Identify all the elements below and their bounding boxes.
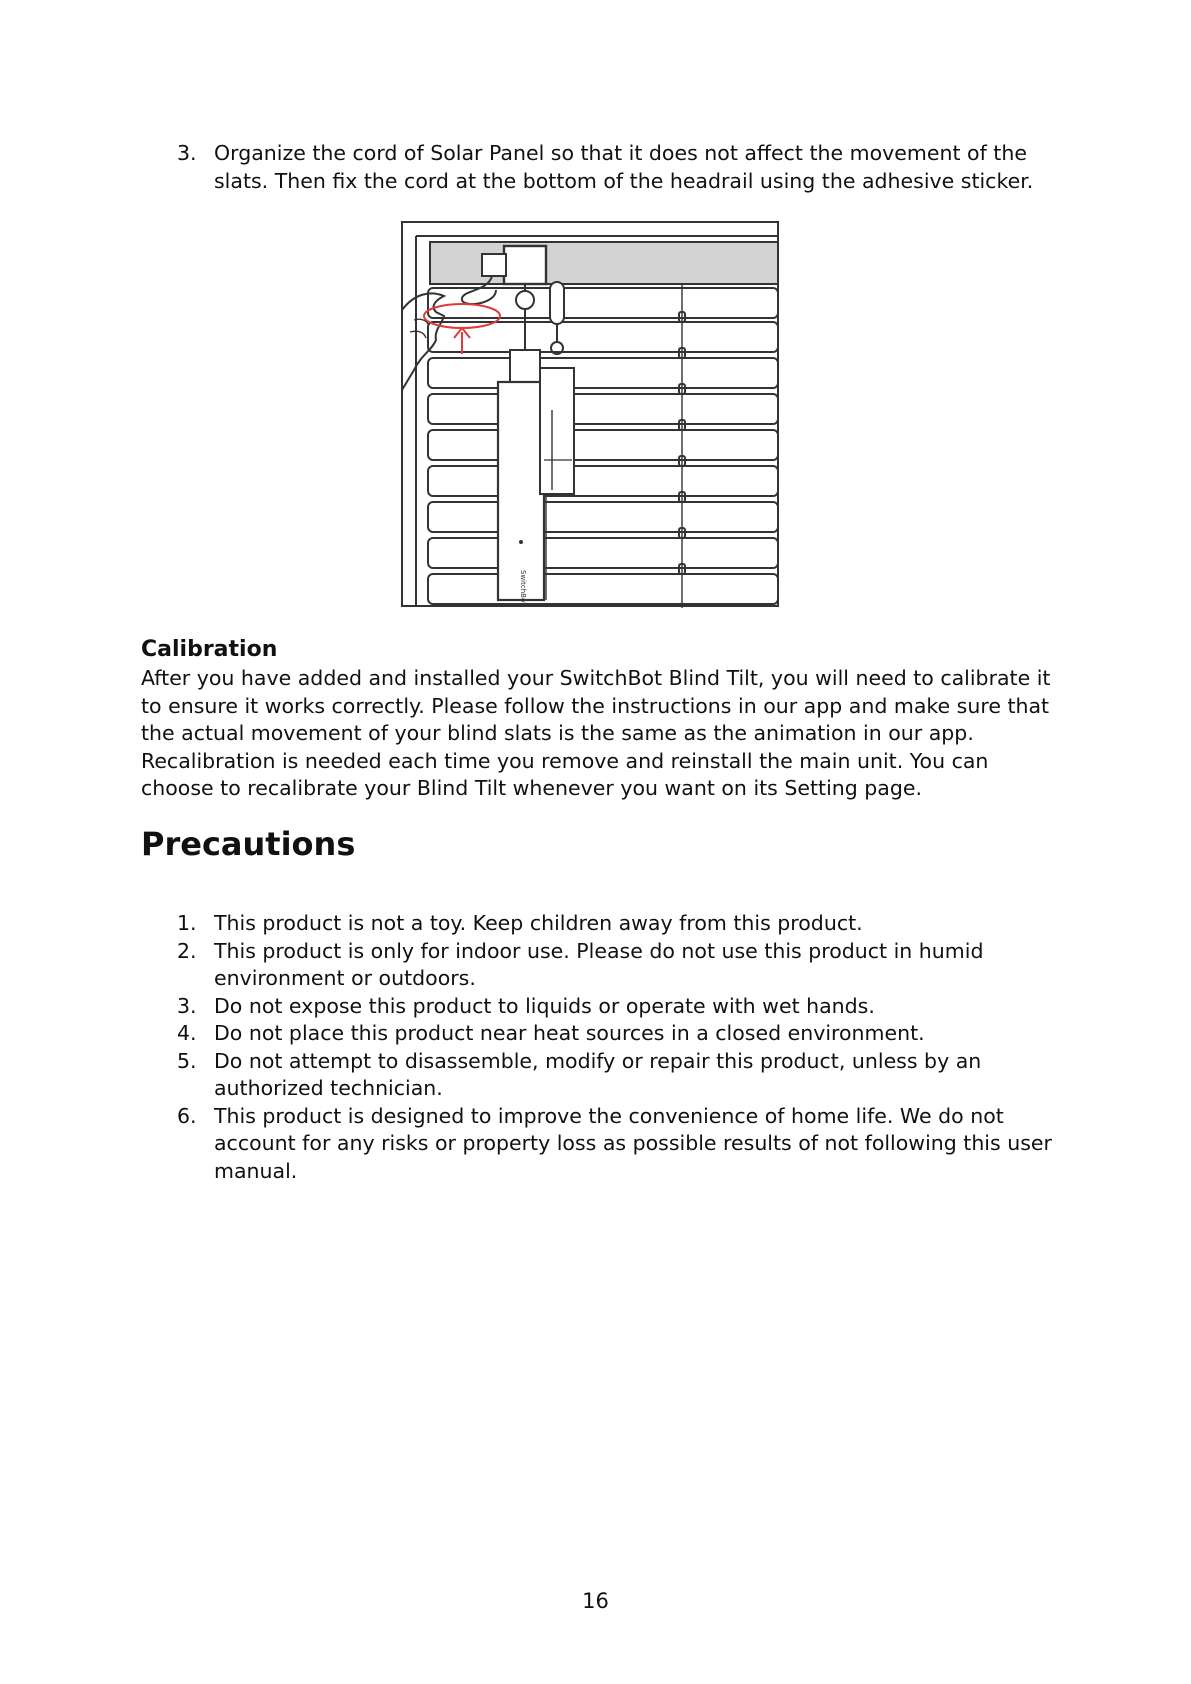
item-text: This product is only for indoor use. Please do not use this product in humid environment or outdoors. [214, 938, 984, 990]
item-text: Do not expose this product to liquids or operate with wet hands. [214, 993, 875, 1018]
slat [428, 394, 778, 424]
list-item [170, 1048, 1070, 1103]
tilt-rod-end [550, 282, 564, 324]
item-number: 1. [177, 911, 197, 935]
wand-joint [516, 291, 534, 309]
item-text: This product is not a toy. Keep children away from this product. [214, 911, 863, 935]
list-item [170, 993, 1070, 1021]
unit-top-cap [510, 350, 540, 382]
solar-panel-mount [504, 246, 546, 284]
device-logo: SwitchBot [519, 570, 527, 605]
blind-tilt-unit [498, 382, 544, 600]
slat [428, 430, 778, 460]
step-3-number: 3. [177, 141, 197, 165]
list-item [170, 938, 1070, 993]
finger-line [410, 331, 426, 338]
item-number: 3. [177, 993, 197, 1018]
slat [428, 538, 778, 568]
list-item [170, 1103, 1070, 1186]
slat [428, 574, 778, 604]
calibration-heading: Calibration [141, 637, 278, 662]
step-3-text: Organize the cord of Solar Panel so that it does not affect the movement of the slats. Then fix the cord at the bottom of the headrail using the adhesive sticker. [214, 141, 1034, 193]
item-text: This product is designed to improve the convenience of home life. We do not account for any risks or property loss as possible results of not following this user manual. [214, 1103, 1052, 1183]
list-item [170, 1020, 1070, 1048]
slat [428, 502, 778, 532]
slat [428, 466, 778, 496]
item-text: Do not place this product near heat sources in a closed environment. [214, 1021, 925, 1045]
installation-illustration [400, 220, 780, 608]
item-number: 6. [177, 1103, 197, 1128]
unit-clip [540, 368, 574, 494]
device-led [519, 540, 523, 544]
slat [428, 358, 778, 388]
precautions-list [170, 910, 1070, 1185]
item-number: 5. [177, 1048, 197, 1073]
cord-connector [482, 254, 506, 276]
highlight-ellipse [424, 304, 500, 328]
item-number: 4. [177, 1021, 197, 1045]
page-number: 16 [582, 1589, 609, 1613]
calibration-body: After you have added and installed your SwitchBot Blind Tilt, you will need to calibrate it to ensure it works correctly. Please follow the instructions in our app and make sure that the actual movement of your blind slats is the same as the animation in our app. Recalibration is needed each time you remove and reinstall the main unit. You can choose to recalibrate your Blind Tilt whenever you want on its Setting page. [141, 666, 1051, 800]
step-3 [170, 139, 1070, 195]
item-number: 2. [177, 938, 197, 963]
list-item [170, 910, 1070, 938]
hand-outline [402, 293, 444, 390]
item-text: Do not attempt to disassemble, modify or repair this product, unless by an authorized technician. [214, 1048, 982, 1100]
precautions-heading: Precautions [141, 825, 356, 863]
blind-tilt-diagram [400, 220, 780, 608]
